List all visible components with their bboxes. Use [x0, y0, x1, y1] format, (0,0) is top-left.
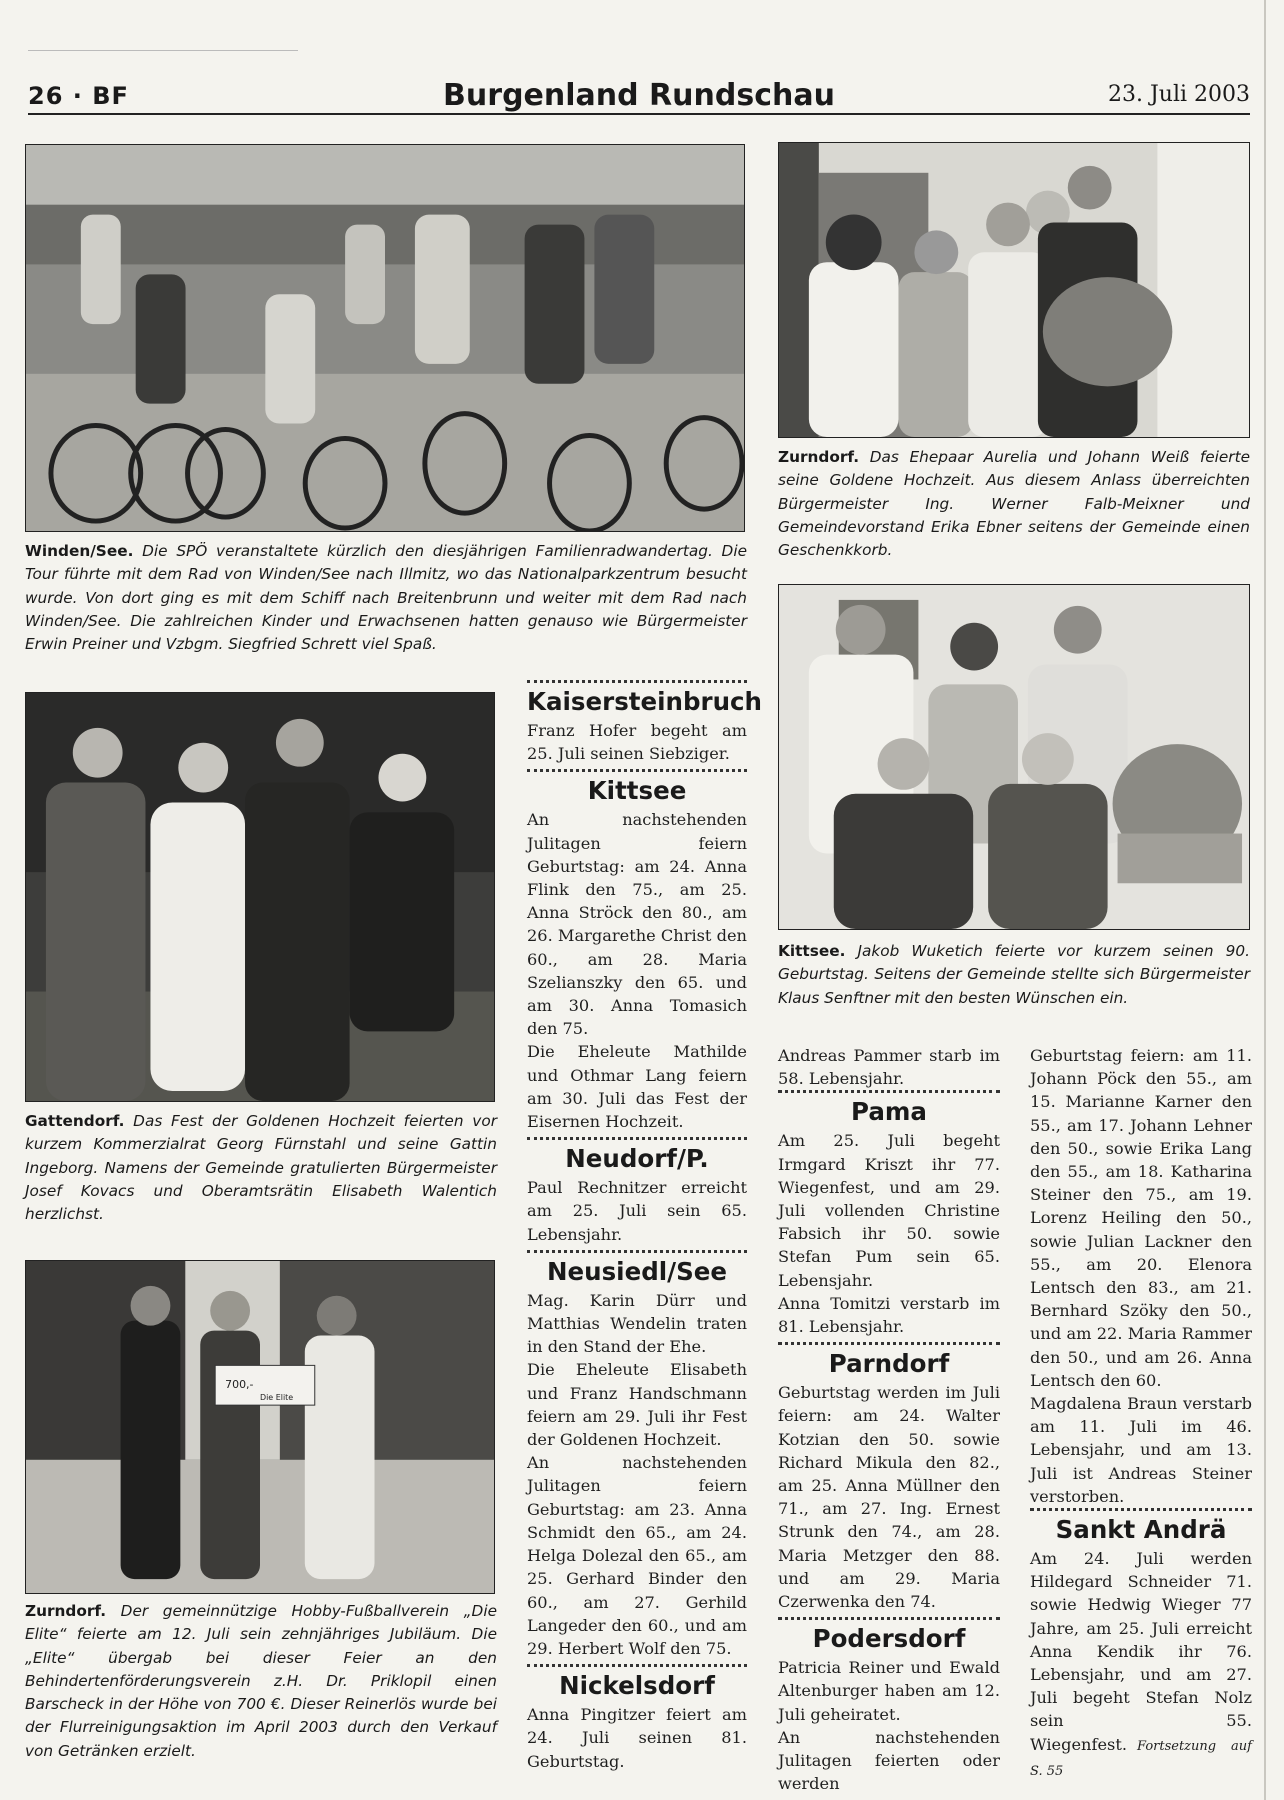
section-title: Pama	[851, 1097, 927, 1127]
section-title: Podersdorf	[812, 1624, 966, 1654]
section-title: Neudorf/P.	[565, 1144, 709, 1174]
section-paragraph: Am 24. Juli werden Hildegard Schneider 71. sowie Hedwig Wieger 77 Jahre, am 25. Juli erreicht Anna Kendik ihr 76. Lebensjahr, und am 27. Juli begeht Stefan Nolz sein 55. Wiegenfest. Fortsetzung auf S. 55	[1030, 1549, 1252, 1779]
caption-kittsee-text: Jakob Wuketich feierte vor kurzem seinen 90. Geburtstag. Seitens der Gemeinde stellte sich Bürgermeister Klaus Senftner mit den besten Wünschen ein.	[778, 942, 1250, 1007]
news-section	[1030, 1508, 1252, 1783]
section-title: Parndorf	[828, 1349, 950, 1379]
newspaper-title: Burgenland Rundschau	[443, 78, 835, 113]
continuation-note: Fortsetzung auf S. 55	[1030, 1738, 1252, 1779]
caption-gattendorf-place: Gattendorf.	[25, 1112, 125, 1130]
dotted-rule	[778, 1342, 1000, 1345]
dotted-rule	[778, 1090, 1000, 1093]
section-paragraph: Anna Pingitzer feiert am 24. Juli seinen 81. Geburtstag.	[527, 1705, 747, 1771]
caption-zurndorf-elite-place: Zurndorf.	[25, 1602, 107, 1620]
section-title: Neusiedl/See	[547, 1256, 727, 1286]
page-edge	[1264, 0, 1266, 1800]
column-local-news-right2	[1030, 1044, 1252, 1787]
header-rule	[28, 113, 1250, 115]
section-paragraph: Am 25. Juli begeht Irmgard Kriszt ihr 77. Wiegenfest, und am 29. Juli vollenden Christine Fabsich ihr 50. sowie Stefan Pum sein 65. Lebensjahr.	[778, 1131, 1000, 1290]
section-title: Kaisersteinbruch	[527, 687, 762, 716]
caption-kittsee	[778, 940, 1250, 1010]
caption-winden-text: Die SPÖ veranstaltete kürzlich den diesjährigen Familienradwandertag. Die Tour führte mit dem Rad von Winden/See nach Illmitz, wo das Nationalparkzentrum besucht wurde. Von dort ging es mit dem Schiff nach Breitenbrunn und weiter mit dem Rad nach Winden/See. Die zahlreichen Kinder und Erwachsenen hatten genauso wie Bürgermeister Erwin Preiner und Vzbgm. Siegfried Schrett viel Spaß.	[25, 542, 747, 654]
photo-cyclists	[25, 144, 745, 532]
caption-zurndorf-weiss-place: Zurndorf.	[778, 448, 860, 466]
dotted-rule	[778, 1617, 1000, 1620]
caption-zurndorf-weiss-text: Das Ehepaar Aurelia und Johann Weiß feierte seine Goldene Hochzeit. Aus diesem Anlass überreichten Bürgermeister Ing. Werner Falb-Meixner und Gemeindevorstand Erika Ebner seitens der Gemeinde einen Geschenkkorb.	[778, 448, 1250, 560]
caption-gattendorf	[25, 1110, 497, 1226]
column-local-news-mid	[527, 680, 762, 1777]
section-paragraph: An nachstehenden Julitagen feiern Geburtstag: am 23. Anna Schmidt den 65., am 24. Helga Dolezal den 65., am 25. Gerhard Binder den 60., am 27. Gerhild Langeder den 60., und am 29. Herbert Wolf den 75.	[527, 1453, 747, 1658]
news-section	[527, 769, 747, 1133]
news-section	[527, 1250, 747, 1660]
dotted-rule	[527, 769, 747, 772]
photo-golden-wedding	[25, 692, 495, 1102]
page-number: 26 · BF	[28, 82, 129, 110]
photo-golden-wedding-image	[26, 693, 494, 1101]
news-section	[527, 680, 762, 765]
caption-zurndorf-elite	[25, 1600, 497, 1763]
section-title: Nickelsdorf	[559, 1671, 715, 1701]
cheque-amount: 700,-	[225, 1378, 254, 1392]
photo-couple-gift-image	[779, 143, 1249, 437]
section-paragraph: Paul Rechnitzer erreicht am 25. Juli sein 65. Lebensjahr.	[527, 1178, 747, 1244]
photo-birthday-image	[779, 585, 1249, 929]
dotted-rule	[527, 1250, 747, 1253]
section-title: Kittsee	[587, 776, 687, 806]
dotted-rule	[527, 1137, 747, 1140]
section-paragraph: Mag. Karin Dürr und Matthias Wendelin traten in den Stand der Ehe.	[527, 1290, 747, 1357]
caption-gattendorf-text: Das Fest der Goldenen Hochzeit feierten vor kurzem Kommerzialrat Georg Fürnstahl und seine Gattin Ingeborg. Namens der Gemeinde gratulierten Bürgermeister Josef Kovacs und Oberamtsrätin Elisabeth Walentich herzlichst.	[25, 1112, 497, 1224]
section-title: Sankt Andrä	[1055, 1515, 1227, 1545]
section-paragraph: Die Eheleute Elisabeth und Franz Handschmann feiern am 29. Juli ihr Fest der Goldenen Hochzeit.	[527, 1360, 747, 1450]
caption-zurndorf-elite-text: Der gemeinnützige Hobby-Fußballverein „Die Elite“ feierte am 12. Juli sein zehnjähriges Jubiläum. Die „Elite“ übergab bei dieser Feier an den Behindertenförderungsverein z.H. Dr. Priklopil einen Barscheck in der Höhe von 700 €. Dieser Reinerlös wurde bei der Flurreinigungsaktion im April 2003 durch den Verkauf von Getränken erzielt.	[25, 1602, 497, 1760]
publication-date: 23. Juli 2003	[1107, 82, 1250, 107]
section-paragraph: Patricia Reiner und Ewald Altenburger haben am 12. Juli geheiratet.	[778, 1658, 1000, 1724]
photo-cheque-handover	[25, 1260, 495, 1594]
cheque-text: Die Elite	[260, 1393, 294, 1403]
news-section	[527, 1664, 747, 1773]
photo-couple-gift	[778, 142, 1250, 438]
photo-cheque-handover-image	[26, 1261, 494, 1593]
page-header	[28, 78, 1250, 114]
section-paragraph: Geburtstag werden im Juli feiern: am 24. Walter Kotzian den 50. sowie Richard Mikula den 82., am 25. Anna Müllner den 71., am 27. Ing. Ernest Strunk den 74., am 28. Maria Metzger den 88. und am 29. Maria Czerwenka den 74.	[778, 1383, 1000, 1612]
dotted-rule	[1030, 1508, 1252, 1511]
caption-winden-place: Winden/See.	[25, 542, 134, 560]
section-paragraph: Die Eheleute Mathilde und Othmar Lang feiern am 30. Juli das Fest der Eisernen Hochzeit.	[527, 1042, 747, 1132]
caption-kittsee-place: Kittsee.	[778, 942, 846, 960]
section-paragraph: An nachstehenden Julitagen feierten oder werden	[778, 1727, 1000, 1794]
section-paragraph: Franz Hofer begeht am 25. Juli seinen Siebziger.	[527, 721, 747, 764]
caption-zurndorf-weiss	[778, 446, 1250, 562]
news-section	[778, 1090, 1000, 1338]
news-section	[527, 1137, 747, 1246]
column-local-news-right1	[778, 1044, 1000, 1799]
column-lead-paragraph: Magdalena Braun verstarb am 11. Juli im 46. Lebensjahr, und am 13. Juli ist Andreas Steiner verstorben.	[1030, 1394, 1252, 1506]
section-paragraph: An nachstehenden Julitagen feiern Geburtstag: am 24. Anna Flink den 75., am 25. Anna Ströck den 80., am 26. Margarethe Christ den 60., am 28. Maria Szelianszky den 65. und am 30. Anna Tomasich den 75.	[527, 810, 747, 1039]
column-lead-paragraph: Geburtstag feiern: am 11. Johann Pöck den 55., am 15. Marianne Karner den 55., am 17. Johann Lehner den 50., sowie Erika Lang den 55., am 18. Katharina Steiner den 75., am 19. Lorenz Heiling den 50., sowie Julian Lackner den 55., am 20. Elenora Lentsch den 83., am 21. Bernhard Szöky den 50., und am 22. Maria Rammer den 50., und am 26. Anna Lentsch den 60.	[1030, 1046, 1252, 1390]
column-lead-paragraph: Andreas Pammer starb im 58. Lebensjahr.	[778, 1046, 1000, 1089]
caption-winden	[25, 540, 747, 656]
photo-birthday	[778, 584, 1250, 930]
news-section	[778, 1342, 1000, 1613]
dotted-rule	[527, 1664, 747, 1667]
section-paragraph: Anna Tomitzi verstarb im 81. Lebensjahr.	[778, 1293, 1000, 1337]
dotted-rule	[527, 680, 747, 683]
top-rule	[28, 50, 298, 51]
photo-cyclists-image	[26, 145, 744, 531]
news-section	[778, 1617, 1000, 1795]
